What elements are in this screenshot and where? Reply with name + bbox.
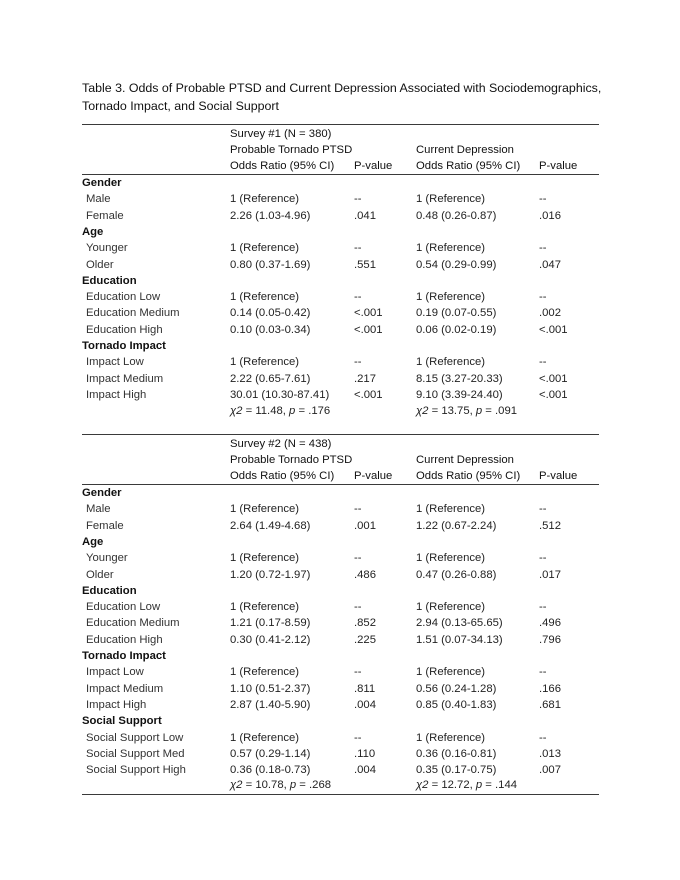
depression-p-value: .013 xyxy=(539,747,561,760)
ptsd-p-value: -- xyxy=(354,193,362,206)
ptsd-p-value: .001 xyxy=(354,519,376,532)
table-row xyxy=(82,371,602,387)
ptsd-odds-ratio: 2.22 (0.65-7.61) xyxy=(230,372,311,385)
row-label: Impact Medium xyxy=(86,682,164,695)
ptsd-odds-ratio: 1 (Reference) xyxy=(230,552,300,565)
section-heading: Gender xyxy=(82,177,122,189)
table-row xyxy=(82,191,602,207)
ptsd-p-value: -- xyxy=(354,242,362,255)
survey-1-ptsd-label: Probable Tornado PTSD xyxy=(230,144,353,156)
row-label: Education Low xyxy=(86,601,161,614)
survey-1-p-header-2: P-value xyxy=(539,160,578,172)
ptsd-odds-ratio: 30.01 (10.30-87.41) xyxy=(230,388,330,401)
depression-odds-ratio: 1 (Reference) xyxy=(416,242,486,255)
survey-1-title: Survey #1 (N = 380) xyxy=(230,128,332,140)
survey-1-p-header-1: P-value xyxy=(354,160,393,172)
ptsd-p-value: -- xyxy=(354,666,362,679)
depression-odds-ratio: 1 (Reference) xyxy=(416,601,486,614)
ptsd-odds-ratio: 0.14 (0.05-0.42) xyxy=(230,307,311,320)
depression-odds-ratio: 1 (Reference) xyxy=(416,291,486,304)
ptsd-p-value: <.001 xyxy=(354,388,383,401)
row-label: Impact High xyxy=(86,388,147,401)
depression-odds-ratio: 9.10 (3.39-24.40) xyxy=(416,388,503,401)
depression-p-value: -- xyxy=(539,291,547,304)
section-header-row xyxy=(82,273,602,289)
section-header-row xyxy=(82,713,602,729)
row-label: Male xyxy=(86,193,111,206)
ptsd-p-value: .004 xyxy=(354,698,376,711)
ptsd-odds-ratio: 1 (Reference) xyxy=(230,356,300,369)
caption-line-1: Table 3. Odds of Probable PTSD and Current Depression Associated with Sociodemographics, xyxy=(82,81,602,95)
survey-2-title-row xyxy=(82,436,602,452)
row-label: Social Support High xyxy=(86,764,186,777)
row-label: Education Medium xyxy=(86,307,180,320)
bottom-rule xyxy=(82,794,599,795)
section-heading: Education xyxy=(82,584,137,597)
ptsd-p-value: .004 xyxy=(354,764,376,777)
ptsd-p-value: .225 xyxy=(354,633,376,646)
ptsd-odds-ratio: 0.30 (0.41-2.12) xyxy=(230,633,311,646)
ptsd-p-value: -- xyxy=(354,356,362,369)
row-label: Younger xyxy=(86,552,128,565)
survey-1-column-header-row xyxy=(82,158,602,174)
ptsd-p-value: .110 xyxy=(354,747,376,760)
depression-p-value: .681 xyxy=(539,698,561,711)
depression-p-value: .796 xyxy=(539,633,561,646)
section-heading: Education xyxy=(82,274,137,287)
depression-p-value: .017 xyxy=(539,568,561,581)
ptsd-odds-ratio: 0.36 (0.18-0.73) xyxy=(230,764,311,777)
table-row xyxy=(82,550,602,566)
survey-2-chi-row xyxy=(82,777,602,793)
ptsd-odds-ratio: 1 (Reference) xyxy=(230,601,300,614)
depression-p-value: <.001 xyxy=(539,388,568,401)
row-label: Social Support Med xyxy=(86,747,185,760)
survey-1-chi-depression: χ2 = 13.75, p = .091 xyxy=(416,405,518,417)
depression-odds-ratio: 0.54 (0.29-0.99) xyxy=(416,258,497,271)
table-row xyxy=(82,208,602,224)
row-label: Impact Low xyxy=(86,666,144,679)
depression-p-value: -- xyxy=(539,193,547,206)
table-row xyxy=(82,501,602,517)
section-header-row xyxy=(82,534,602,550)
depression-p-value: -- xyxy=(539,731,547,744)
depression-p-value: -- xyxy=(539,503,547,516)
section-heading: Age xyxy=(82,225,104,238)
depression-p-value: .166 xyxy=(539,682,561,695)
table-row xyxy=(82,664,602,680)
ptsd-odds-ratio: 1 (Reference) xyxy=(230,731,300,744)
row-label: Impact High xyxy=(86,698,147,711)
ptsd-p-value: -- xyxy=(354,503,362,516)
row-label: Impact Medium xyxy=(86,372,164,385)
table-row xyxy=(82,762,602,778)
section-heading: Gender xyxy=(82,487,122,499)
table-row xyxy=(82,354,602,370)
ptsd-odds-ratio: 1 (Reference) xyxy=(230,242,300,255)
ptsd-p-value: .852 xyxy=(354,617,376,630)
survey-2-or-header-2: Odds Ratio (95% CI) xyxy=(416,470,521,482)
section-header-row xyxy=(82,485,602,501)
depression-odds-ratio: 8.15 (3.27-20.33) xyxy=(416,372,503,385)
table-row xyxy=(82,518,602,534)
depression-p-value: -- xyxy=(539,666,547,679)
survey-2-title: Survey #2 (N = 438) xyxy=(230,438,332,450)
depression-odds-ratio: 1.51 (0.07-34.13) xyxy=(416,633,503,646)
survey-2-chi-ptsd: χ2 = 10.78, p = .268 xyxy=(230,779,332,791)
row-label: Male xyxy=(86,503,111,516)
row-label: Education Low xyxy=(86,291,161,304)
depression-odds-ratio: 1 (Reference) xyxy=(416,552,486,565)
ptsd-odds-ratio: 1 (Reference) xyxy=(230,291,300,304)
depression-odds-ratio: 0.56 (0.24-1.28) xyxy=(416,682,497,695)
table-row xyxy=(82,681,602,697)
survey-1-depression-label: Current Depression xyxy=(416,144,514,156)
depression-odds-ratio: 1 (Reference) xyxy=(416,356,486,369)
table-row xyxy=(82,599,602,615)
ptsd-p-value: -- xyxy=(354,552,362,565)
depression-odds-ratio: 0.06 (0.02-0.19) xyxy=(416,323,497,336)
section-heading: Age xyxy=(82,535,104,548)
ptsd-odds-ratio: 1.20 (0.72-1.97) xyxy=(230,568,311,581)
table-row xyxy=(82,305,602,321)
depression-odds-ratio: 0.47 (0.26-0.88) xyxy=(416,568,497,581)
depression-odds-ratio: 0.36 (0.16-0.81) xyxy=(416,747,497,760)
section-header-row xyxy=(82,583,602,599)
caption-line-2: Tornado Impact, and Social Support xyxy=(82,98,279,113)
table-caption xyxy=(82,80,622,115)
ptsd-odds-ratio: 1 (Reference) xyxy=(230,666,300,679)
depression-p-value: -- xyxy=(539,601,547,614)
ptsd-odds-ratio: 2.64 (1.49-4.68) xyxy=(230,519,311,532)
row-label: Older xyxy=(86,568,114,581)
survey-1-group-row xyxy=(82,142,602,158)
depression-p-value: -- xyxy=(539,552,547,565)
survey-1-chi-ptsd: χ2 = 11.48, p = .176 xyxy=(230,405,331,417)
ptsd-p-value: .811 xyxy=(354,682,376,695)
depression-odds-ratio: 0.35 (0.17-0.75) xyxy=(416,764,497,777)
survey-2-or-header-1: Odds Ratio (95% CI) xyxy=(230,470,335,482)
ptsd-odds-ratio: 0.80 (0.37-1.69) xyxy=(230,258,311,271)
ptsd-odds-ratio: 0.57 (0.29-1.14) xyxy=(230,747,311,760)
depression-p-value: .007 xyxy=(539,764,561,777)
depression-odds-ratio: 1 (Reference) xyxy=(416,503,486,516)
table-row xyxy=(82,615,602,631)
table-row xyxy=(82,289,602,305)
depression-p-value: -- xyxy=(539,242,547,255)
top-rule xyxy=(82,124,599,125)
row-label: Younger xyxy=(86,242,128,255)
mid-rule xyxy=(82,434,599,435)
survey-2-column-header-row xyxy=(82,468,602,484)
survey-1-title-row xyxy=(82,126,602,142)
table-row xyxy=(82,746,602,762)
ptsd-p-value: <.001 xyxy=(354,323,383,336)
survey-2-ptsd-label: Probable Tornado PTSD xyxy=(230,454,353,466)
depression-odds-ratio: 2.94 (0.13-65.65) xyxy=(416,617,503,630)
depression-odds-ratio: 1.22 (0.67-2.24) xyxy=(416,519,497,532)
ptsd-p-value: -- xyxy=(354,291,362,304)
depression-odds-ratio: 1 (Reference) xyxy=(416,193,486,206)
section-header-row xyxy=(82,175,602,191)
ptsd-p-value: -- xyxy=(354,601,362,614)
ptsd-odds-ratio: 2.87 (1.40-5.90) xyxy=(230,698,311,711)
table-row xyxy=(82,730,602,746)
survey-2-depression-label: Current Depression xyxy=(416,454,514,466)
ptsd-odds-ratio: 0.10 (0.03-0.34) xyxy=(230,323,311,336)
ptsd-p-value: <.001 xyxy=(354,307,383,320)
ptsd-odds-ratio: 1 (Reference) xyxy=(230,503,300,516)
section-heading: Tornado Impact xyxy=(82,340,166,352)
depression-p-value: .016 xyxy=(539,209,561,222)
depression-odds-ratio: 0.48 (0.26-0.87) xyxy=(416,209,497,222)
row-label: Social Support Low xyxy=(86,731,184,744)
section-header-row xyxy=(82,338,602,354)
ptsd-p-value: -- xyxy=(354,731,362,744)
survey-2-p-header-2: P-value xyxy=(539,470,578,482)
table-row xyxy=(82,632,602,648)
table-row xyxy=(82,322,602,338)
row-label: Female xyxy=(86,209,124,222)
ptsd-p-value: .041 xyxy=(354,209,376,222)
table-row xyxy=(82,697,602,713)
depression-odds-ratio: 0.19 (0.07-0.55) xyxy=(416,307,497,320)
row-label: Older xyxy=(86,258,114,271)
depression-p-value: .496 xyxy=(539,617,561,630)
ptsd-p-value: .551 xyxy=(354,258,376,271)
row-label: Education High xyxy=(86,633,163,646)
ptsd-odds-ratio: 2.26 (1.03-4.96) xyxy=(230,209,311,222)
ptsd-p-value: .486 xyxy=(354,568,376,581)
section-heading: Social Support xyxy=(82,715,162,728)
depression-p-value: .512 xyxy=(539,519,561,532)
survey-2-p-header-1: P-value xyxy=(354,470,393,482)
ptsd-odds-ratio: 1 (Reference) xyxy=(230,193,300,206)
survey-1-or-header-1: Odds Ratio (95% CI) xyxy=(230,160,335,172)
row-label: Education High xyxy=(86,323,163,336)
row-label: Impact Low xyxy=(86,356,144,369)
section-header-row xyxy=(82,648,602,664)
table-row xyxy=(82,387,602,403)
depression-p-value: <.001 xyxy=(539,323,568,336)
table-row xyxy=(82,567,602,583)
table-row xyxy=(82,240,602,256)
depression-odds-ratio: 1 (Reference) xyxy=(416,731,486,744)
row-label: Female xyxy=(86,519,124,532)
survey-2-chi-depression: χ2 = 12.72, p = .144 xyxy=(416,779,518,791)
ptsd-p-value: .217 xyxy=(354,372,376,385)
row-label: Education Medium xyxy=(86,617,180,630)
depression-p-value: .002 xyxy=(539,307,561,320)
section-header-row xyxy=(82,224,602,240)
survey-2-group-row xyxy=(82,452,602,468)
depression-p-value: <.001 xyxy=(539,372,568,385)
depression-odds-ratio: 1 (Reference) xyxy=(416,666,486,679)
depression-p-value: -- xyxy=(539,356,547,369)
table-row xyxy=(82,257,602,273)
ptsd-odds-ratio: 1.21 (0.17-8.59) xyxy=(230,617,311,630)
section-heading: Tornado Impact xyxy=(82,650,166,662)
survey-1-or-header-2: Odds Ratio (95% CI) xyxy=(416,160,521,172)
depression-odds-ratio: 0.85 (0.40-1.83) xyxy=(416,698,497,711)
ptsd-odds-ratio: 1.10 (0.51-2.37) xyxy=(230,682,311,695)
survey-1-chi-row xyxy=(82,403,602,419)
depression-p-value: .047 xyxy=(539,258,561,271)
